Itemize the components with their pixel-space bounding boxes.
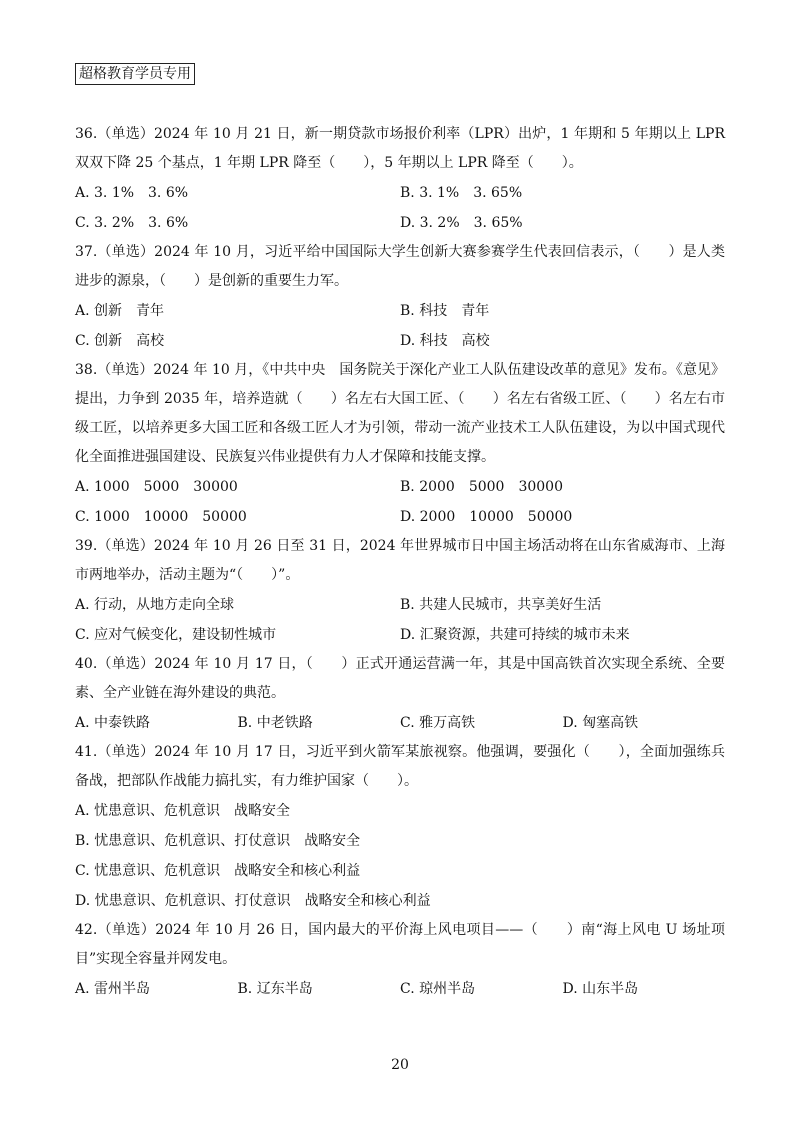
question-stem: 41.（单选）2024 年 10 月 17 日，习近平到火箭军某旅视察。他强调，要强化（ ），全面加强练兵备战，把部队作战能力搞扎实，有力维护国家（ ）。 xyxy=(75,744,725,789)
option-c: C. 琼州半岛 xyxy=(400,981,476,997)
option-d: D. 3. 2% 3. 65% xyxy=(400,215,523,231)
question-39 xyxy=(75,532,725,650)
option-a: A. 创新 青年 xyxy=(75,303,165,319)
header-tag: 超格教育学员专用 xyxy=(75,63,195,85)
option-c: C. 雅万高铁 xyxy=(400,715,476,731)
option-d: D. 2000 10000 50000 xyxy=(400,509,573,525)
question-stem: 37.（单选）2024 年 10 月，习近平给中国国际大学生创新大赛参赛学生代表回信表示，（ ）是人类进步的源泉，（ ）是创新的重要生力军。 xyxy=(75,244,725,289)
option-d: D. 汇聚资源，共建可持续的城市未来 xyxy=(400,627,630,643)
question-stem: 40.（单选）2024 年 10 月 17 日，（ ）正式开通运营满一年，其是中国高铁首次实现全系统、全要素、全产业链在海外建设的典范。 xyxy=(75,656,725,701)
option-a: A. 雷州半岛 xyxy=(75,981,151,997)
option-a: A. 行动，从地方走向全球 xyxy=(75,597,235,613)
question-36 xyxy=(75,120,725,238)
question-stem: 38.（单选）2024 年 10 月，《中共中央 国务院关于深化产业工人队伍建设改革的意见》发布。《意见》提出，力争到 2035 年，培养造就（ ）名左右大国工匠、（ ）名左右省级工匠、（ ）名左右市级工匠，以培养更多大国工匠和各级工匠人才为引领，带动一流产业技术工人队伍建设，为以中国式现代化全面推进强国建设、民族复兴伟业提供有力人才保障和技能支撑。 xyxy=(75,362,725,465)
option-b: B. 共建人民城市，共享美好生活 xyxy=(400,597,602,613)
question-38 xyxy=(75,356,725,532)
option-c: C. 3. 2% 3. 6% xyxy=(75,215,189,231)
question-42 xyxy=(75,916,725,1004)
option-b: B. 3. 1% 3. 65% xyxy=(400,185,523,201)
option-c: C. 忧患意识、危机意识 战略安全和核心利益 xyxy=(75,863,361,879)
option-c: C. 应对气候变化，建设韧性城市 xyxy=(75,627,277,643)
option-c: C. 1000 10000 50000 xyxy=(75,509,247,525)
option-a: A. 3. 1% 3. 6% xyxy=(75,185,189,201)
question-stem: 42.（单选）2024 年 10 月 26 日，国内最大的平价海上风电项目——（ ）南“海上风电 U 场址项目”实现全容量并网发电。 xyxy=(75,922,725,967)
option-a: A. 忧患意识、危机意识 战略安全 xyxy=(75,803,291,819)
question-list xyxy=(75,120,725,1004)
question-37 xyxy=(75,238,725,356)
option-d: D. 匈塞高铁 xyxy=(562,715,639,731)
option-d: D. 山东半岛 xyxy=(562,981,639,997)
question-stem: 36.（单选）2024 年 10 月 21 日，新一期贷款市场报价利率（LPR）出炉，1 年期和 5 年期以上 LPR 双双下降 25 个基点，1 年期 LPR 降至（ ），5 年期以上 LPR 降至（ ）。 xyxy=(75,126,725,171)
option-a: A. 中泰铁路 xyxy=(75,715,151,731)
option-b: B. 辽东半岛 xyxy=(237,981,313,997)
option-b: B. 科技 青年 xyxy=(400,303,490,319)
option-b: B. 忧患意识、危机意识、打仗意识 战略安全 xyxy=(75,833,361,849)
question-40 xyxy=(75,650,725,738)
option-a: A. 1000 5000 30000 xyxy=(75,479,238,495)
option-d: D. 科技 高校 xyxy=(400,333,490,349)
page-number: 20 xyxy=(391,1057,409,1073)
option-b: B. 2000 5000 30000 xyxy=(400,479,563,495)
option-b: B. 中老铁路 xyxy=(237,715,313,731)
question-41 xyxy=(75,738,725,916)
option-d: D. 忧患意识、危机意识、打仗意识 战略安全和核心利益 xyxy=(75,893,431,909)
question-stem: 39.（单选）2024 年 10 月 26 日至 31 日，2024 年世界城市日中国主场活动将在山东省威海市、上海市两地举办，活动主题为“（ ）”。 xyxy=(75,538,725,583)
option-c: C. 创新 高校 xyxy=(75,333,165,349)
